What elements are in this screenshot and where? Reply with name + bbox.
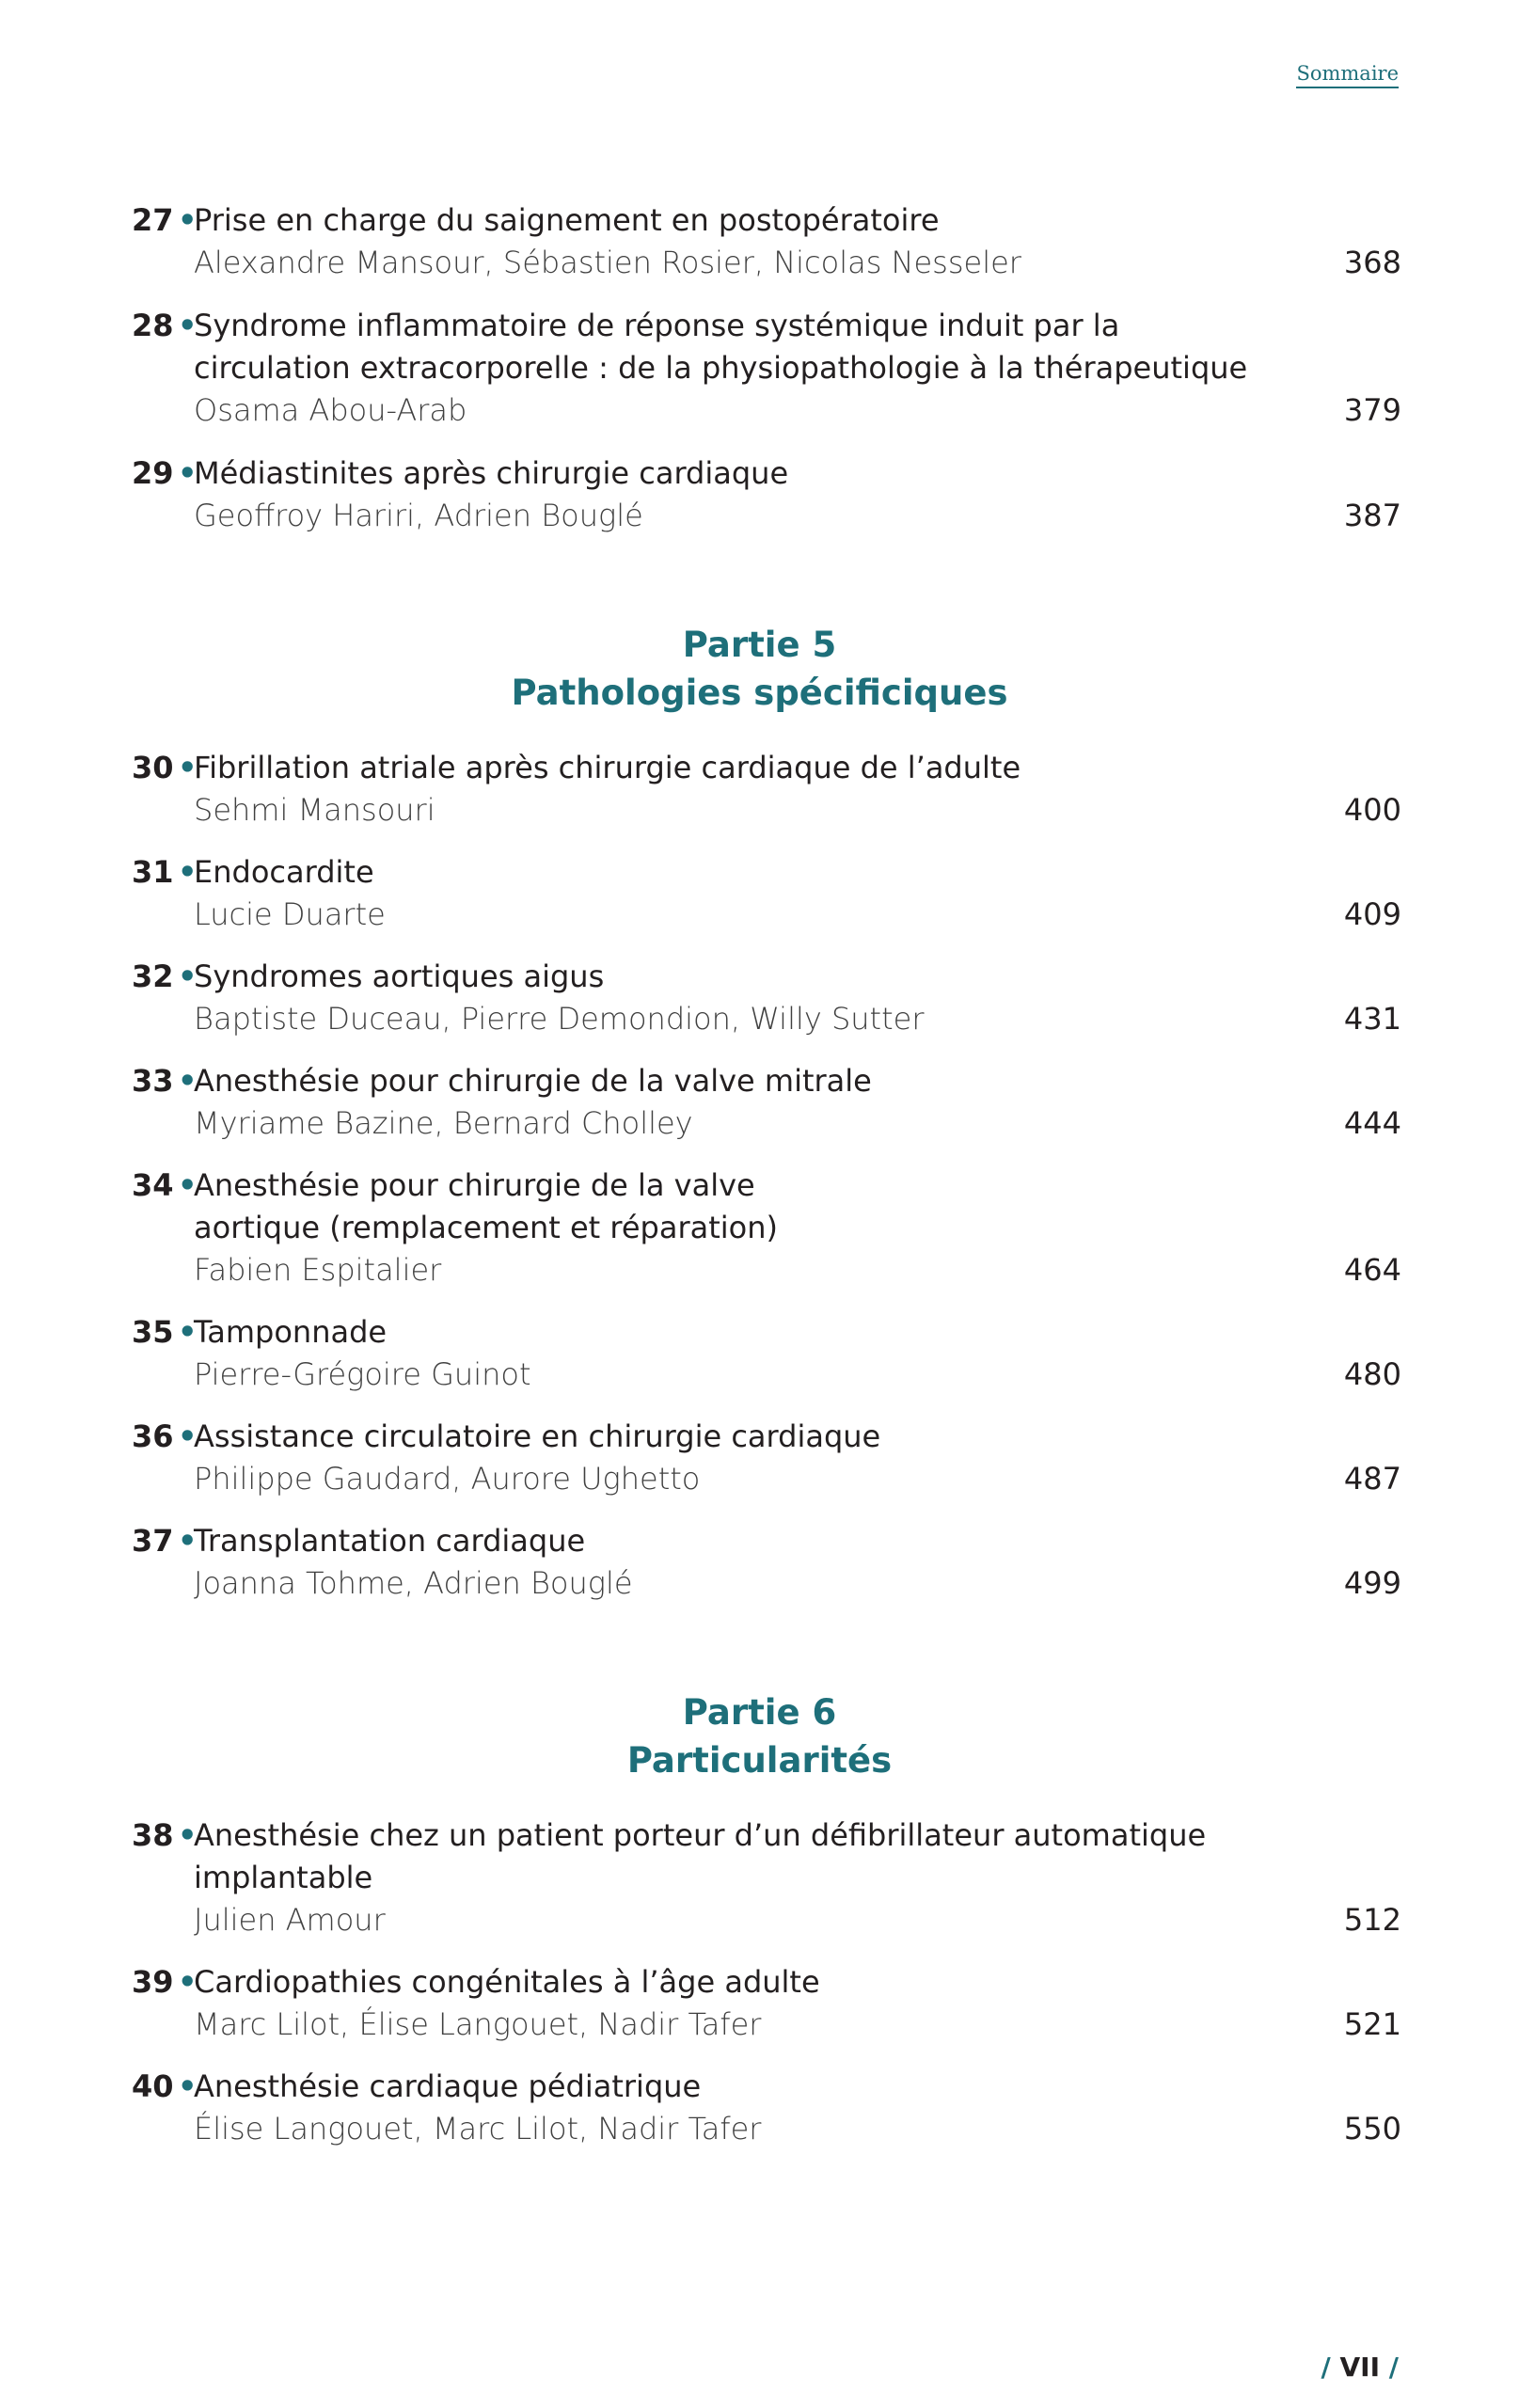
page-number: 379 [1343,392,1401,428]
page-number: 409 [1343,896,1401,932]
bullet-icon: • [178,1418,198,1454]
chapter-number: 38 [132,1817,174,1853]
part-heading-6 [0,1688,1519,1784]
chapter-number: 30 [132,750,174,785]
chapter-number: 29 [132,455,174,491]
chapter-title: Syndrome inflammatoire de réponse systémique induit par la circulation extracorporelle : de la physiopathologie à la thérapeutique [194,308,1248,386]
chapter-title: Anesthésie pour chirurgie de la valve aortique (remplacement et réparation) [194,1167,778,1245]
bullet-icon: • [178,2068,198,2104]
toc-entry-38[interactable] [132,1814,1401,1941]
bullet-icon: • [178,1817,198,1853]
chapter-number: 37 [132,1523,174,1559]
chapter-number: 35 [132,1314,174,1350]
bullet-icon: • [178,1063,198,1099]
chapter-authors: Philippe Gaudard, Aurore Ughetto [194,1461,701,1497]
chapter-authors: Baptiste Duceau, Pierre Demondion, Willy Sutter [194,1001,925,1037]
chapter-authors: Sehmi Mansouri [194,792,435,828]
bullet-icon: • [178,750,198,785]
chapter-title: Tamponnade [194,1314,388,1350]
toc-entry-31[interactable] [132,851,1401,936]
chapter-number: 33 [132,1063,174,1099]
section-header-label: Sommaire [1296,62,1399,88]
chapter-authors: Élise Langouet, Marc Lilot, Nadir Tafer [194,2111,762,2147]
toc-entry-33[interactable] [132,1060,1401,1145]
page-number: 480 [1343,1356,1401,1392]
chapter-number: 27 [132,202,174,238]
chapter-title: Anesthésie cardiaque pédiatrique [194,2068,702,2104]
toc-entry-36[interactable] [132,1416,1401,1500]
chapter-authors: Lucie Duarte [194,896,386,932]
part-label: Partie 5 [682,625,837,665]
bullet-icon: • [178,308,198,343]
chapter-title: Fibrillation atriale après chirurgie cardiaque de l’adulte [194,750,1021,785]
chapter-number: 36 [132,1418,174,1454]
bullet-icon: • [178,1523,198,1559]
chapter-title: Prise en charge du saignement en postopératoire [194,202,940,238]
part-title: Particularités [626,1740,893,1781]
toc-entry-34[interactable] [132,1164,1401,1291]
chapter-authors: Fabien Espitalier [194,1252,442,1288]
bullet-icon: • [178,1167,198,1203]
page-number: 499 [1343,1565,1401,1601]
toc-entry-28[interactable] [132,305,1401,432]
chapter-authors: Marc Lilot, Élise Langouet, Nadir Tafer [194,2006,762,2042]
page-number: 431 [1343,1001,1401,1037]
folio-number: VII [1339,2352,1381,2383]
chapter-title: Cardiopathies congénitales à l’âge adulte [194,1964,820,2000]
bullet-icon: • [178,958,198,994]
folio: / VII / [1321,2352,1399,2383]
chapter-title: Anesthésie chez un patient porteur d’un défibrillateur automatique implantable [194,1817,1207,1895]
bullet-icon: • [178,1314,198,1350]
bullet-icon: • [178,202,198,238]
chapter-authors: Myriame Bazine, Bernard Cholley [194,1105,693,1141]
chapter-title: Assistance circulatoire en chirurgie cardiaque [194,1418,881,1454]
toc-entry-29[interactable] [132,452,1401,537]
chapter-number: 31 [132,854,174,890]
page-number: 400 [1343,792,1401,828]
chapter-number: 34 [132,1167,174,1203]
page-number: 444 [1343,1105,1401,1141]
toc-entry-27[interactable] [132,199,1401,284]
toc-entry-40[interactable] [132,2066,1401,2150]
chapter-authors: Osama Abou-Arab [194,392,467,428]
toc-entry-32[interactable] [132,956,1401,1040]
chapter-title: Médiastinites après chirurgie cardiaque [194,455,789,491]
page-number: 464 [1343,1252,1401,1288]
chapter-authors: Alexandre Mansour, Sébastien Rosier, Nicolas Nesseler [194,245,1021,280]
page-number: 512 [1343,1902,1401,1938]
bullet-icon: • [178,854,198,890]
part-label: Partie 6 [682,1692,837,1733]
chapter-number: 39 [132,1964,174,2000]
part-heading-5 [0,621,1519,717]
page-number: 521 [1343,2006,1401,2042]
bullet-icon: • [178,455,198,491]
toc-entry-39[interactable] [132,1961,1401,2046]
toc-entry-37[interactable] [132,1520,1401,1605]
chapter-authors: Geoffroy Hariri, Adrien Bouglé [194,498,643,533]
chapter-authors: Pierre-Grégoire Guinot [194,1356,531,1392]
page-number: 387 [1343,498,1401,533]
chapter-title: Syndromes aortiques aigus [194,958,605,994]
part-title: Pathologies spécificiques [511,673,1008,713]
chapter-number: 40 [132,2068,174,2104]
chapter-title: Endocardite [194,854,374,890]
chapter-authors: Julien Amour [194,1902,386,1938]
toc-entry-35[interactable] [132,1311,1401,1396]
page-number: 368 [1343,245,1401,280]
page-number: 550 [1343,2111,1401,2147]
chapter-number: 32 [132,958,174,994]
chapter-number: 28 [132,308,174,343]
chapter-title: Anesthésie pour chirurgie de la valve mitrale [194,1063,872,1099]
chapter-title: Transplantation cardiaque [194,1523,586,1559]
page-number: 487 [1343,1461,1401,1497]
toc-entry-30[interactable] [132,747,1401,832]
bullet-icon: • [178,1964,198,2000]
chapter-authors: Joanna Tohme, Adrien Bouglé [194,1565,633,1601]
